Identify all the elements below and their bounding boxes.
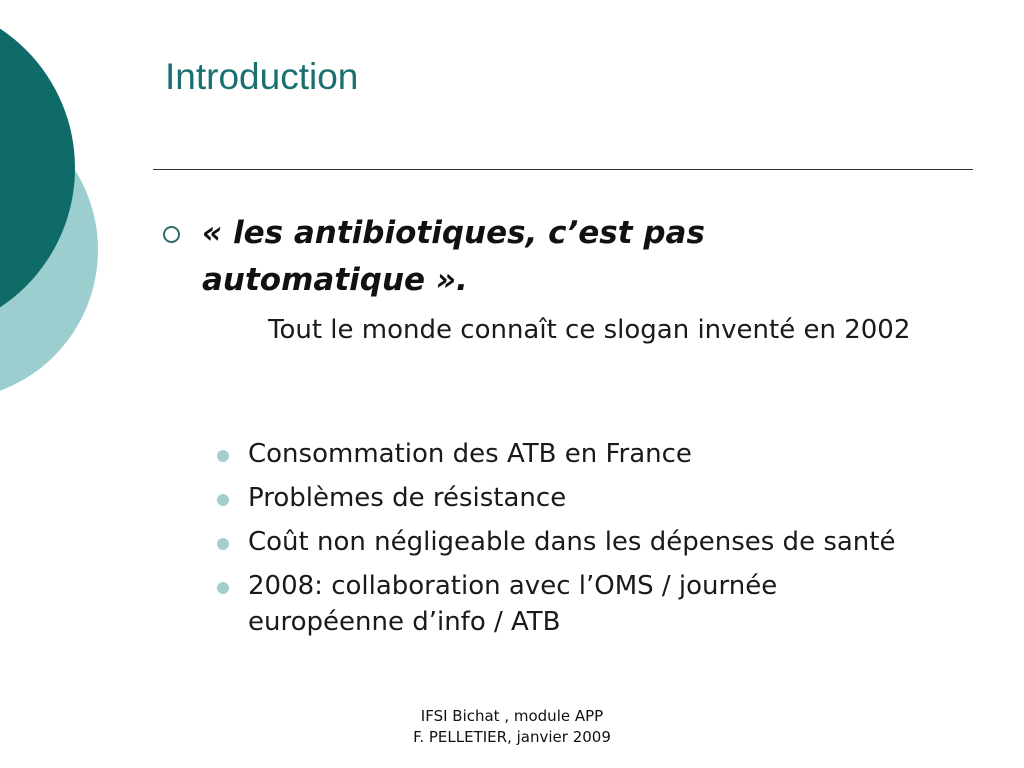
slogan-quote: « les antibiotiques, c’est pas automatique ». [202,215,705,298]
list-item [215,436,915,472]
hollow-circle-bullet-icon [163,226,180,243]
footer-line-course: IFSI Bichat , module APP [420,707,604,725]
slide-title: Introduction [165,56,359,97]
list-item-text: Problèmes de résistance [248,483,567,513]
bullet-dot-icon [217,538,229,550]
list-item [215,568,915,640]
sub-bullet-list [215,436,915,648]
list-item-text: 2008: collaboration avec l’OMS / journée européenne d’info / ATB [248,571,778,637]
bullet-dot-icon [217,450,229,462]
bullet-dot-icon [217,582,229,594]
slogan-description: Tout le monde connaît ce slogan inventé en 2002 [268,315,911,345]
list-item-text: Consommation des ATB en France [248,439,692,469]
slide-footer [362,706,662,748]
footer-line-author: F. PELLETIER, janvier 2009 [413,728,611,746]
bullet-dot-icon [217,494,229,506]
decorative-circles [0,0,110,410]
list-item [215,480,915,516]
list-item-text: Coût non négligeable dans les dépenses de santé [248,527,896,557]
list-item [215,524,915,560]
title-divider [153,169,973,170]
